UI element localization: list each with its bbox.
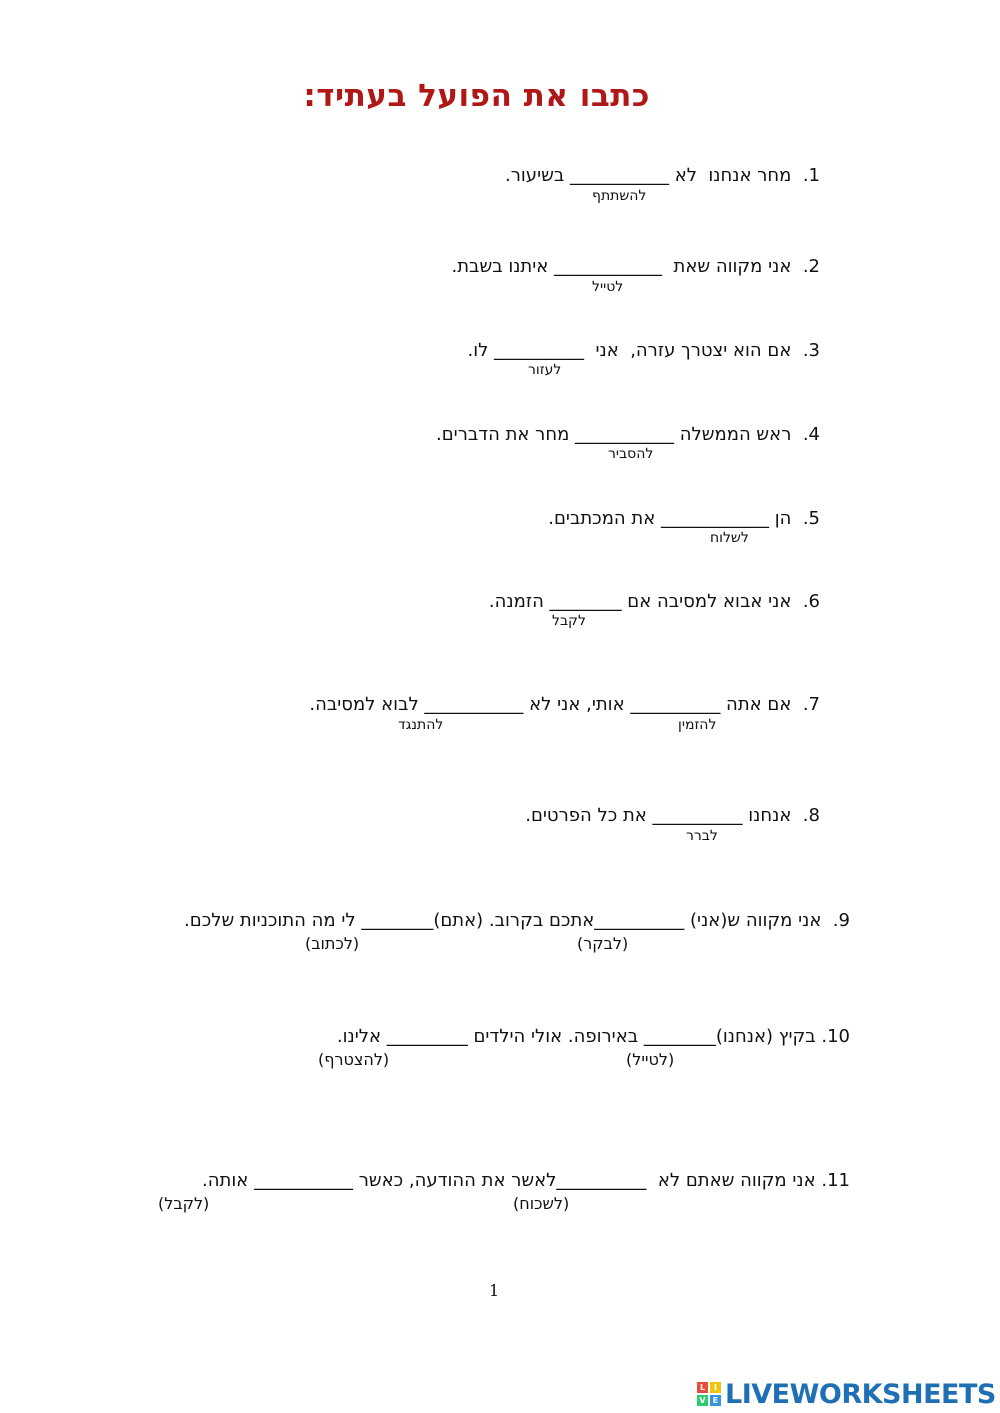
logo-letter-e: E	[710, 1395, 721, 1406]
exercise-line-7: 7. אם אתה __________ אותי, אני לא ___________ לבוא למסיבה.	[309, 694, 820, 715]
exercise-line-2: 2. אני מקווה שאת ____________ איתנו בשבת.	[451, 256, 820, 277]
logo-text: LIVEWORKSHEETS	[725, 1378, 996, 1410]
hint-3: לעזור	[528, 362, 562, 378]
exercise-line-9: 9. אני מקווה ש(אני) __________אתכם בקרוב. (אתם)________ לי מה התוכניות שלכם.	[184, 910, 850, 931]
exercise-line-11: 11. אני מקווה שאתם לא __________לאשר את ההודעה, כאשר ___________ אותה.	[202, 1170, 850, 1191]
logo-grid-icon	[697, 1382, 721, 1406]
exercise-line-4: 4. ראש הממשלה ___________ מחר את הדברים.	[436, 424, 820, 445]
hint-11b: (לקבל)	[158, 1194, 210, 1213]
hint-1: להשתתף	[592, 188, 647, 204]
logo-letter-v: V	[697, 1395, 708, 1406]
exercise-line-3: 3. אם הוא יצטרך עזרה, אני __________ לו.	[467, 340, 820, 361]
hint-6: לקבל	[552, 613, 586, 629]
hint-4: להסביר	[608, 446, 654, 462]
hint-10b: (להצטרף)	[318, 1050, 390, 1069]
exercise-line-10: 10. בקיץ (אנחנו)________ באירופה. אולי הילדים _________ אלינו.	[336, 1026, 850, 1047]
hint-8: לברר	[686, 828, 718, 844]
exercise-line-1: 1. מחר אנחנו לא ___________ בשיעור.	[505, 165, 820, 186]
worksheet-title: כתבו את הפועל בעתיד:	[303, 78, 650, 114]
logo-letter-l: L	[697, 1382, 708, 1393]
hint-9b: (לכתוב)	[305, 934, 360, 953]
hint-7b: להתנגד	[398, 717, 444, 733]
liveworksheets-logo	[697, 1378, 996, 1410]
exercise-line-6: 6. אני אבוא למסיבה אם ________ הזמנה.	[488, 591, 820, 612]
exercise-line-5: 5. הן ____________ את המכתבים.	[548, 508, 820, 529]
hint-9a: (לבקר)	[577, 934, 629, 953]
page-number: 1	[489, 1281, 500, 1300]
hint-2: לטייל	[592, 279, 624, 295]
exercise-line-8: 8. אנחנו __________ את כל הפרטים.	[525, 805, 820, 826]
logo-letter-i: I	[710, 1382, 721, 1393]
hint-11a: (לשכוח)	[513, 1194, 570, 1213]
hint-5: לשלוח	[710, 530, 749, 546]
hint-7a: להזמין	[678, 717, 717, 733]
hint-10a: (לטייל)	[626, 1050, 675, 1069]
